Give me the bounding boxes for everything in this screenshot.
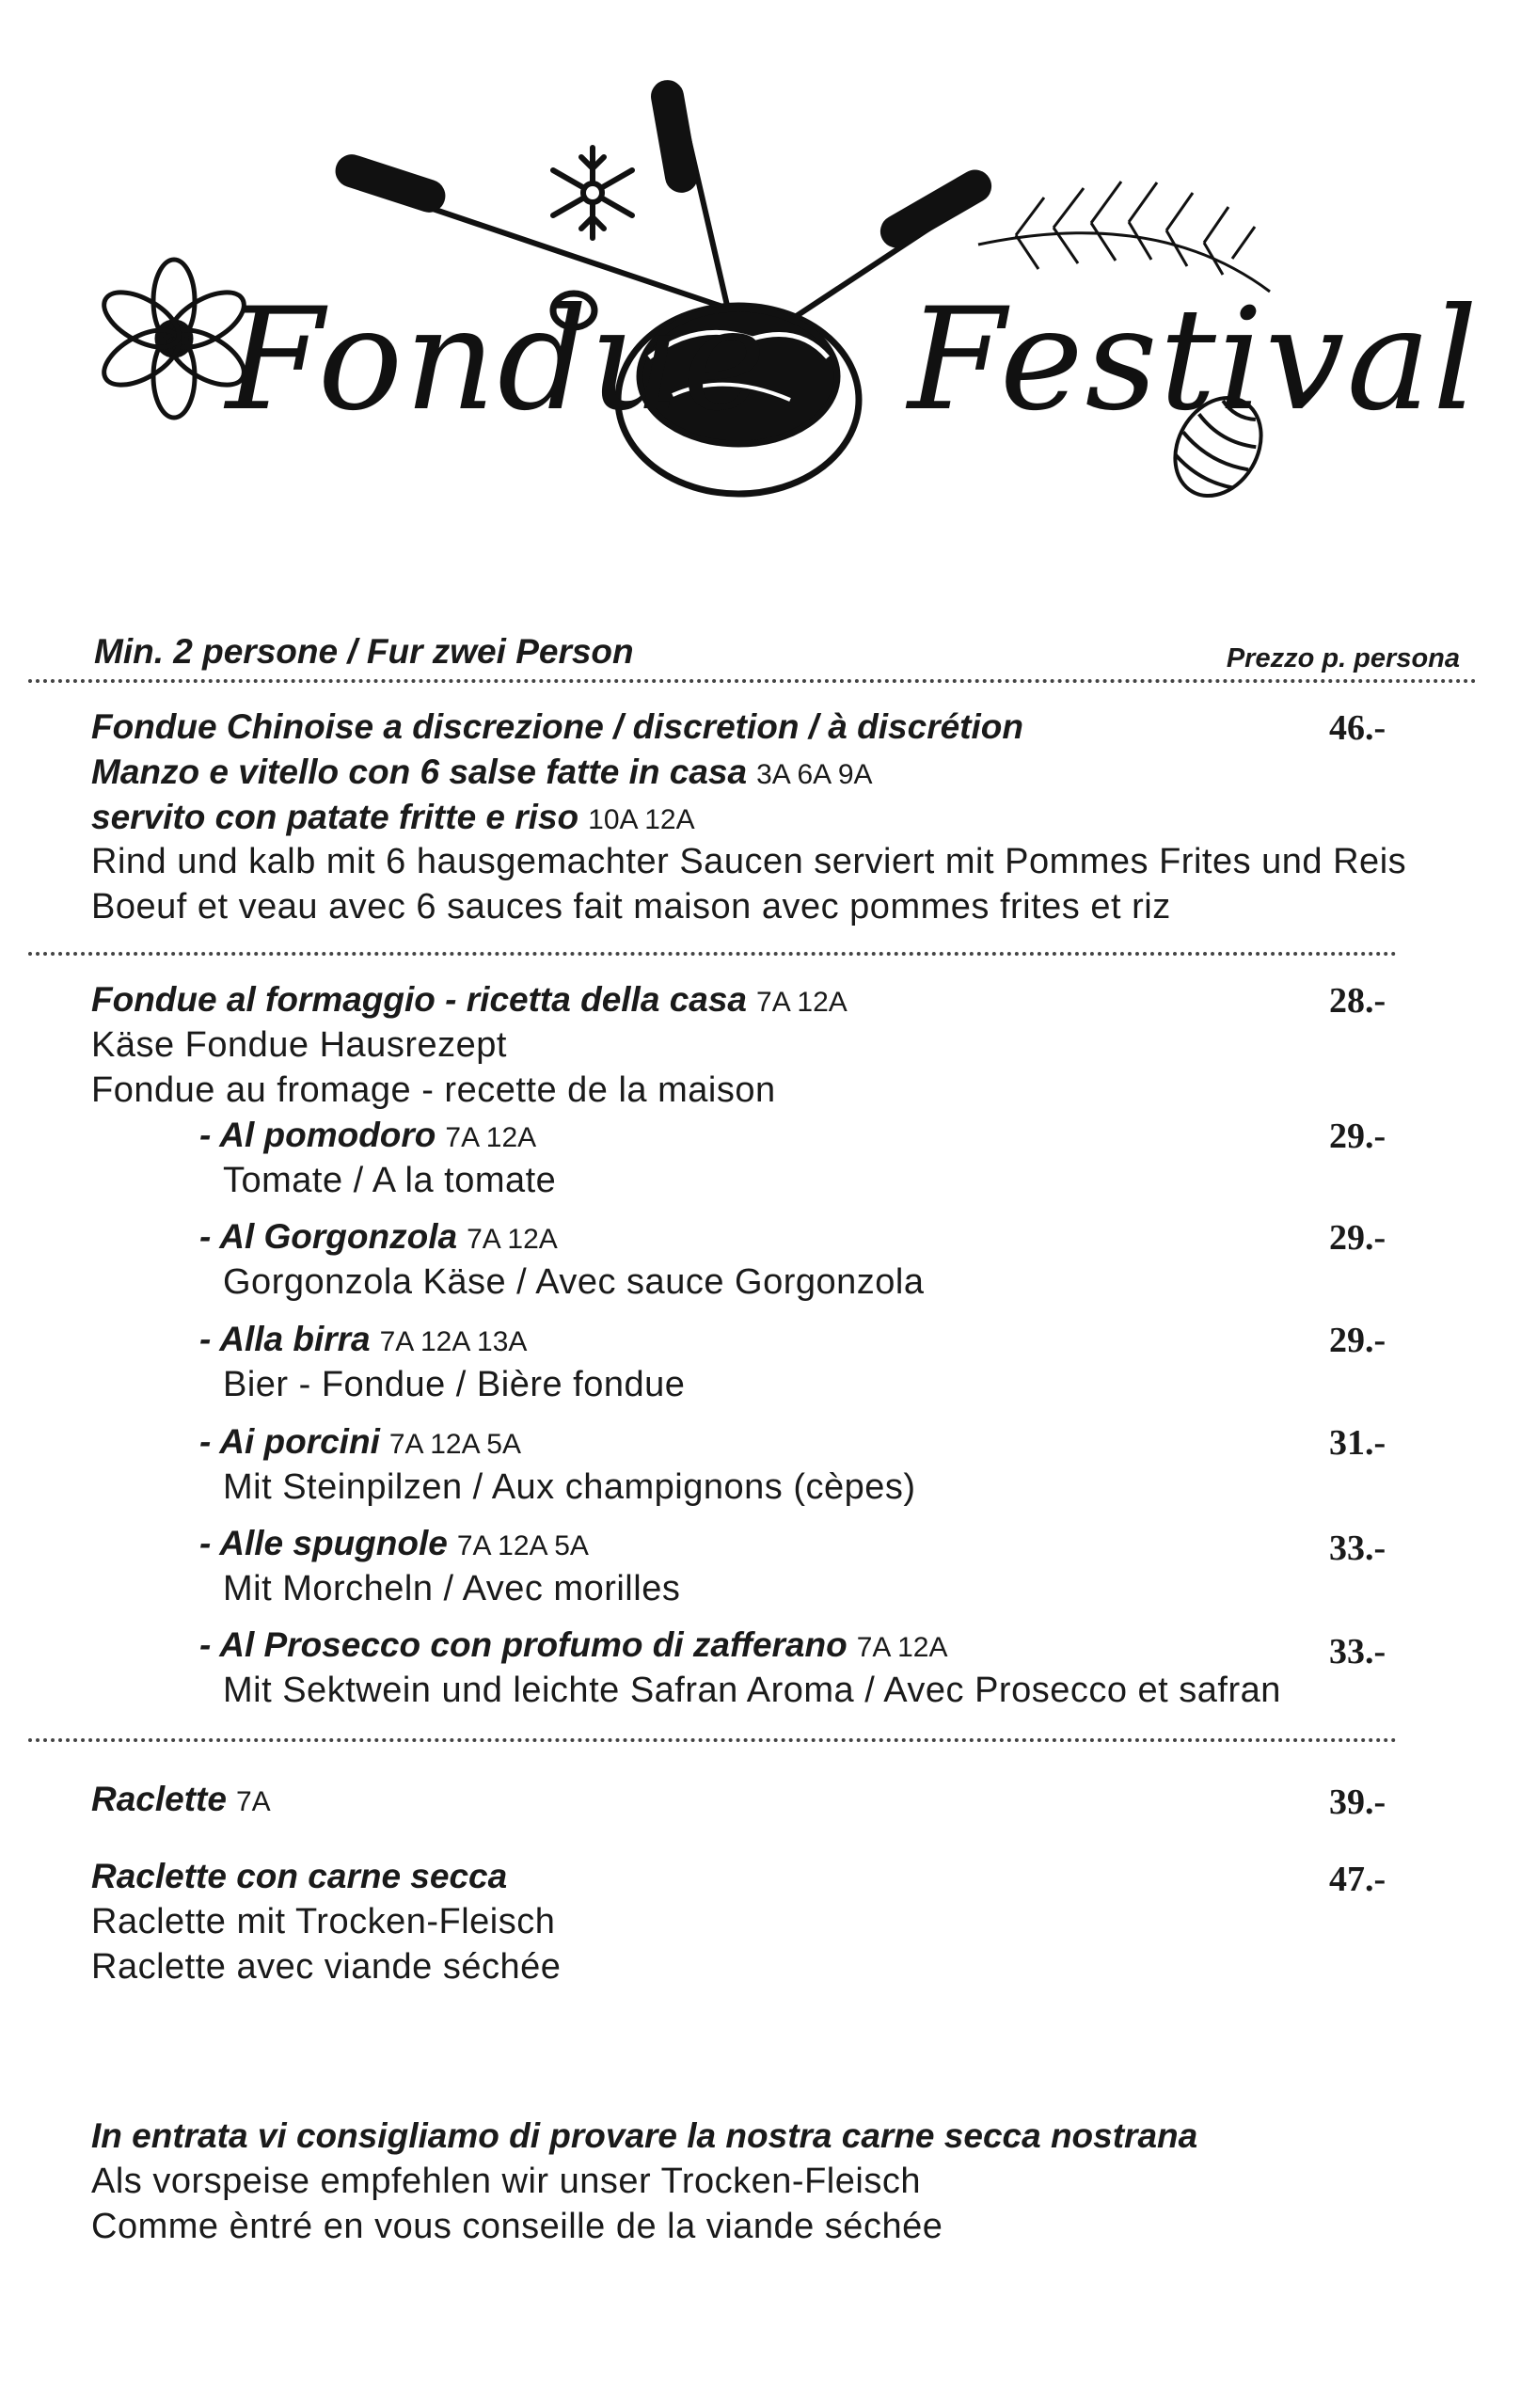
menu-header xyxy=(0,0,1521,564)
raclette-price: 39.- xyxy=(1329,1782,1386,1822)
chinoise-price: 46.- xyxy=(1329,708,1386,748)
variant-description: Mit Morcheln / Avec morilles xyxy=(223,1569,681,1608)
variant-description: Mit Sektwein und leichte Safran Aroma / Avec Prosecco et safran xyxy=(223,1671,1281,1710)
variant-price: 31.- xyxy=(1329,1423,1386,1463)
allergen-codes: 3A 6A 9A xyxy=(756,759,873,790)
raclette-carne-description-fr: Raclette avec viande séchée xyxy=(91,1947,562,1987)
variant-description: Tomate / A la tomate xyxy=(223,1161,557,1200)
recommendation-fr: Comme èntré en vous conseille de la viande séchée xyxy=(91,2207,943,2246)
chinoise-description-fr: Boeuf et veau avec 6 sauces fait maison avec pommes frites et riz xyxy=(91,887,1171,927)
min-persons-note: Min. 2 persone / Fur zwei Person xyxy=(94,632,634,671)
divider xyxy=(28,679,1477,683)
variant-description: Gorgonzola Käse / Avec sauce Gorgonzola xyxy=(223,1262,925,1302)
title-left: Fondue xyxy=(226,278,768,442)
formaggio-description-de: Käse Fondue Hausrezept xyxy=(91,1025,507,1065)
variant-price: 33.- xyxy=(1329,1529,1386,1568)
allergen-codes: 7A 12A xyxy=(856,1632,948,1663)
divider xyxy=(28,1738,1397,1742)
variant-price: 33.- xyxy=(1329,1632,1386,1671)
allergen-codes: 7A 12A xyxy=(756,987,848,1018)
divider xyxy=(28,952,1397,956)
recommendation-de: Als vorspeise empfehlen wir unser Trocken-Fleisch xyxy=(91,2162,921,2201)
variant-name: - Alla birra 7A 12A 13A xyxy=(199,1320,528,1358)
allergen-codes: 7A 12A xyxy=(445,1122,537,1153)
pine-branch-icon xyxy=(978,182,1270,292)
variant-description: Bier - Fondue / Bière fondue xyxy=(223,1365,686,1404)
raclette-carne-price: 47.- xyxy=(1329,1860,1386,1899)
snowflake-icon xyxy=(553,148,632,238)
recommendation-it: In entrata vi consigliamo di provare la nostra carne secca nostrana xyxy=(91,2116,1198,2155)
variant-price: 29.- xyxy=(1329,1218,1386,1258)
allergen-codes: 7A 12A 13A xyxy=(379,1326,528,1357)
variant-name: - Alle spugnole 7A 12A 5A xyxy=(199,1524,589,1562)
variant-description: Mit Steinpilzen / Aux champignons (cèpes) xyxy=(223,1467,916,1507)
allergen-codes: 7A 12A 5A xyxy=(388,1429,521,1460)
raclette-title: Raclette 7A xyxy=(91,1780,271,1818)
allergen-codes: 7A xyxy=(235,1786,271,1817)
formaggio-title: Fondue al formaggio - ricetta della casa 7A 12A xyxy=(91,980,848,1019)
chinoise-served-with: servito con patate fritte e riso 10A 12A xyxy=(91,798,695,836)
raclette-carne-description-de: Raclette mit Trocken-Fleisch xyxy=(91,1902,556,1941)
chinoise-description-de: Rind und kalb mit 6 hausgemachter Saucen serviert mit Pommes Frites und Reis xyxy=(91,842,1407,881)
allergen-codes: 7A 12A 5A xyxy=(456,1530,589,1561)
variant-price: 29.- xyxy=(1329,1321,1386,1360)
chinoise-title: Fondue Chinoise a discrezione / discretion / à discrétion xyxy=(91,707,1023,746)
formaggio-description-fr: Fondue au fromage - recette de la maison xyxy=(91,1070,776,1110)
variant-name: - Al Prosecco con profumo di zafferano 7A 12A xyxy=(199,1625,948,1664)
formaggio-price: 28.- xyxy=(1329,981,1386,1021)
raclette-carne-title: Raclette con carne secca xyxy=(91,1857,508,1895)
variant-name: - Al pomodoro 7A 12A xyxy=(199,1116,537,1154)
variant-price: 29.- xyxy=(1329,1117,1386,1156)
variant-name: - Al Gorgonzola 7A 12A xyxy=(199,1217,558,1256)
allergen-codes: 7A 12A xyxy=(467,1224,558,1255)
variant-name: - Ai porcini 7A 12A 5A xyxy=(199,1422,521,1461)
title-right: Festival xyxy=(908,278,1481,442)
chinoise-description-it: Manzo e vitello con 6 salse fatte in casa 3A 6A 9A xyxy=(91,752,873,791)
price-per-person-note: Prezzo p. persona xyxy=(1226,643,1460,673)
allergen-codes: 10A 12A xyxy=(588,804,695,835)
